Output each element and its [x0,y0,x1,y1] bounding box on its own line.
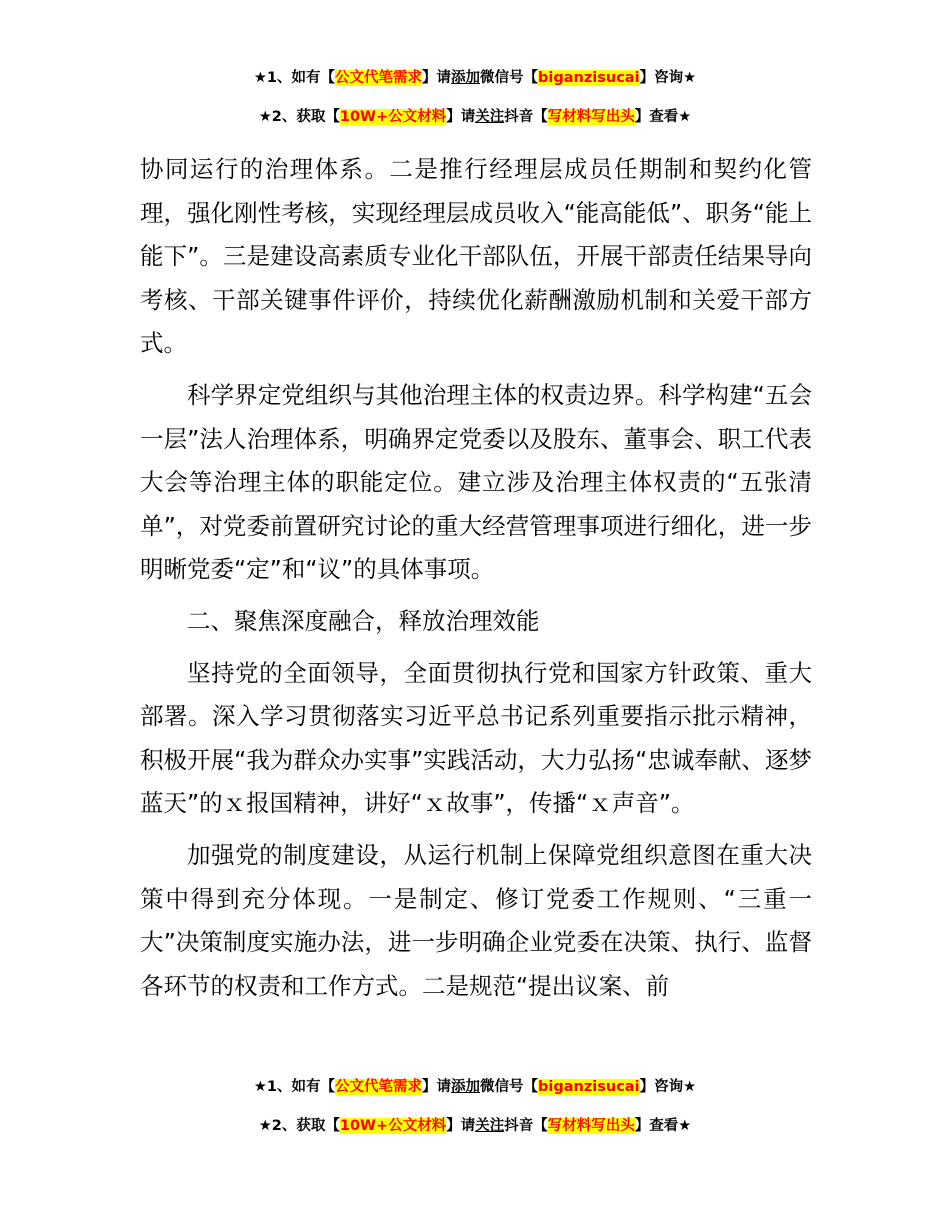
banner-highlight: biganzisucai [538,1079,640,1095]
banner-text: 】请 [422,1079,452,1095]
banner-text: ★2、获取【 [258,109,340,125]
banner-underline: 添加 [451,1079,481,1095]
header-banner-line-2 [0,107,950,127]
banner-text: 】请 [446,109,476,125]
paragraph: 加强党的制度建设，从运行机制上保障党组织意图在重大决策中得到充分体现。一是制定、修订党委工作规则、“三重一大”决策制度实施办法，进一步明确企业党委在决策、执行、监督各环节的权责和工作方式。二是规范“提出议案、前 [140,840,812,1000]
banner-text: 】请 [446,1118,476,1134]
banner-text: 抖音【 [504,109,548,125]
header-banner-line-1 [0,68,950,88]
banner-text: 】咨询★ [639,1079,697,1095]
banner-text: 】咨询★ [639,70,697,86]
banner-highlight: 10W+公文材料 [339,1118,447,1134]
banner-highlight: biganzisucai [538,70,640,86]
banner-text: ★1、如有【 [253,1079,336,1095]
banner-highlight: 10W+公文材料 [339,109,447,125]
banner-text: ★2、获取【 [258,1118,340,1134]
section-heading: 二、聚焦深度融合，释放治理效能 [187,606,540,635]
banner-highlight: 公文代笔需求 [335,1079,423,1095]
banner-text: 微信号【 [480,1079,539,1095]
paragraph: 科学界定党组织与其他治理主体的权责边界。科学构建“五会一层”法人治理体系，明确界定党委以及股东、董事会、职工代表大会等治理主体的职能定位。建立涉及治理主体权责的“五张清单”，对党委前置研究讨论的重大经营管理事项进行细化，进一步明晰党委“定”和“议”的具体事项。 [140,380,812,584]
banner-text: ★1、如有【 [253,70,336,86]
banner-text: 抖音【 [504,1118,548,1134]
banner-text: 微信号【 [480,70,539,86]
banner-highlight: 写材料写出头 [547,109,635,125]
banner-underline: 关注 [475,109,505,125]
paragraph: 坚持党的全面领导，全面贯彻执行党和国家方针政策、重大部署。深入学习贯彻落实习近平总书记系列重要指示批示精神，积极开展“我为群众办实事”实践活动，大力弘扬“忠诚奉献、逐梦蓝天”的ｘ报国精神，讲好“ｘ故事”，传播“ｘ声音”。 [140,658,812,818]
footer-banner-line-1 [0,1077,950,1097]
document-body [140,148,812,1016]
banner-highlight: 公文代笔需求 [335,70,423,86]
banner-underline: 添加 [451,70,481,86]
paragraph: 协同运行的治理体系。二是推行经理层成员任期制和契约化管理，强化刚性考核，实现经理层成员收入“能高能低”、职务“能上能下”。三是建设高素质专业化干部队伍，开展干部责任结果导向考核、干部关键事件评价，持续优化薪酬激励机制和关爱干部方式。 [140,155,812,358]
banner-text: 】查看★ [634,1118,692,1134]
banner-text: 】查看★ [634,109,692,125]
banner-highlight: 写材料写出头 [547,1118,635,1134]
footer-banner-line-2 [0,1116,950,1136]
banner-underline: 关注 [475,1118,505,1134]
banner-text: 】请 [422,70,452,86]
